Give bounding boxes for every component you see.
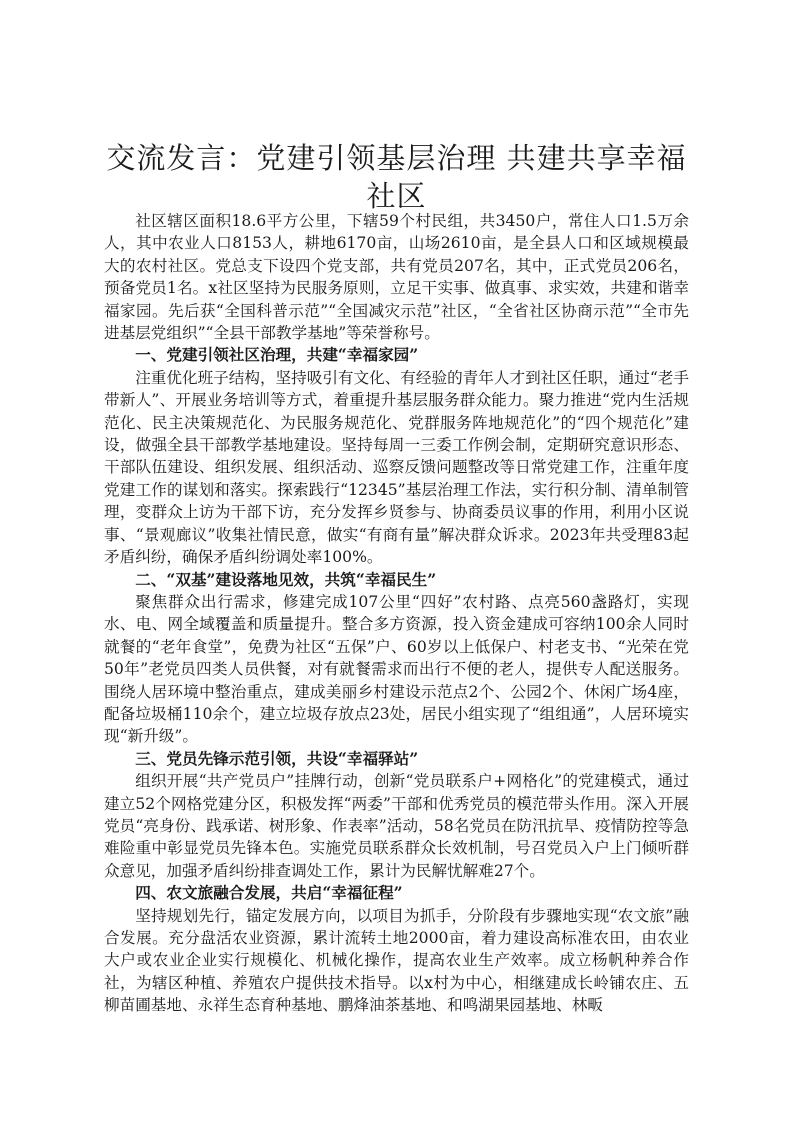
document-body [104,210,689,1017]
section-heading: 一、党建引领社区治理，共建“幸福家园” [135,345,419,365]
section-paragraph: 注重优化班子结构，坚持吸引有文化、有经验的青年人才到社区任职，通过“老手带新人”、开展业务培训等方式，着重提升基层服务群众能力。聚力推进“党内生活规范化、民主决策规范化、为民服务规范化、党群服务阵地规范化”的“四个规范化”建设，做强全县干部教学基地建设。坚持每周一三委工作例会制，定期研究意识形态、干部队伍建设、组织发展、组织活动、巡察反馈问题整改等日常党建工作，注重年度党建工作的谋划和落实。探索践行“12345”基层治理工作法，实行积分制、清单制管理，变群众上访为干部下访，充分发挥乡贤参与、协商委员议事的作用，利用小区说事、“景观廊议”收集社情民意，做实“有商有量”解决群众诉求。2023年共受理83起矛盾纠纷，确保矛盾纠纷调处率100%。 [104,368,689,567]
section-heading: 二、“双基”建设落地见效，共筑“幸福民生” [135,569,437,589]
section-paragraph: 组织开展“共产党员户”挂牌行动，创新“党员联系户+网格化”的党建模式，通过建立52个网格党建分区，积极发挥“两委”干部和优秀党员的模范带头作用。深入开展党员“亮身份、践承诺、树形象、作表率”活动，58名党员在防汛抗旱、疫情防控等急难险重中彰显党员先锋本色。实施党员联系群众长效机制，号召党员入户上门倾听群众意见，加强矛盾纠纷排查调处工作，累计为民解忧解难27个。 [104,772,689,880]
section-heading: 四、农文旅融合发展，共启“幸福征程” [135,883,403,903]
section-paragraph: 聚焦群众出行需求，修建完成107公里“四好”农村路、点亮560盏路灯，实现水、电、网全域覆盖和质量提升。整合多方资源，投入资金建成可容纳100余人同时就餐的“老年食堂”，免费为社区“五保”户、60岁以上低保户、村老支书、“光荣在党50年”老党员四类人员供餐，对有就餐需求而出行不便的老人，提供专人配送服务。围绕人居环境中整治重点，建成美丽乡村建设示范点2个、公园2个、休闲广场4座，配备垃圾桶110余个，建立垃圾存放点23处，居民小组实现了“组组通”，人居环境实现“新升级”。 [104,592,689,746]
page-title: 交流发言：党建引领基层治理 共建共享幸福社区 [106,141,687,213]
section-paragraph: 坚持规划先行，锚定发展方向，以项目为抓手，分阶段有步骤地实现“农文旅”融合发展。充分盘活农业资源，累计流转土地2000亩，着力建设高标准农田，由农业大户或农业企业实行规模化、机械化操作，提高农业生产效率。成立杨帆种养合作社，为辖区种植、养殖农户提供技术指导。以x村为中心，相继建成长岭铺农庄、五柳苗圃基地、永祥生态育种基地、鹏烽油茶基地、和鸣湖果园基地、林畈 [104,906,689,1015]
section-heading: 三、党员先锋示范引领，共设“幸福驿站” [135,748,419,768]
intro-paragraph: 社区辖区面积18.6平方公里，下辖59个村民组，共3450户，常住人口1.5万余人，其中农业人口8153人，耕地6170亩，山场2610亩，是全县人口和区域规模最大的农村社区。党总支下设四个党支部，共有党员207名，其中，正式党员206名，预备党员1名。x社区坚持为民服务原则，立足干实事、做真事、求实效，共建和谐幸福家园。先后获“全国科普示范”“全国减灾示范”社区，“全省社区协商示范”“全市先进基层党组织”“全县干部教学基地”等荣誉称号。 [104,212,689,343]
